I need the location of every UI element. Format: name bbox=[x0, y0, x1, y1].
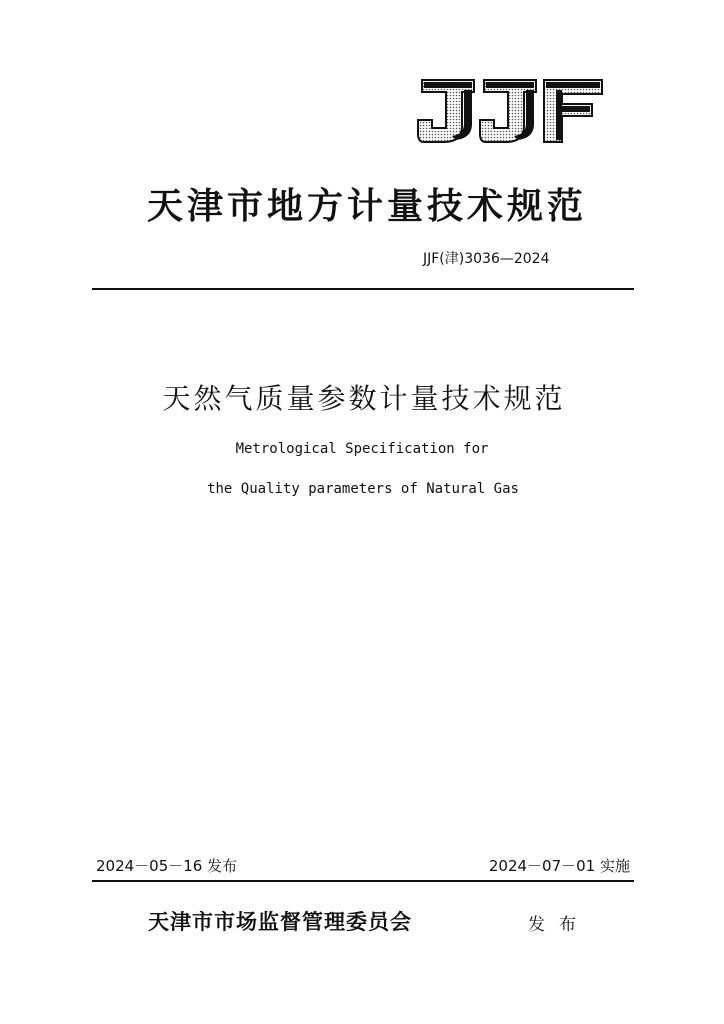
publisher-name: 天津市市场监督管理委员会 bbox=[148, 909, 412, 934]
jjf-logo-icon bbox=[416, 76, 604, 146]
document-title-cn: 天然气质量参数计量技术规范 bbox=[162, 382, 566, 415]
effective-date: 2024－07－01 实施 bbox=[488, 857, 630, 875]
standard-category-title: 天津市地方计量技术规范 bbox=[146, 185, 587, 227]
divider-top bbox=[92, 288, 634, 290]
publish-date: 2024－05－16 发布 bbox=[96, 857, 238, 875]
document-title-en-line1: Metrological Specification for bbox=[235, 441, 489, 457]
document-title-en-line2: the Quality parameters of Natural Gas bbox=[207, 481, 519, 497]
publisher-action: 发布 bbox=[528, 915, 590, 935]
standard-code: JJF(津)3036—2024 bbox=[423, 251, 550, 267]
divider-bottom bbox=[92, 880, 634, 882]
